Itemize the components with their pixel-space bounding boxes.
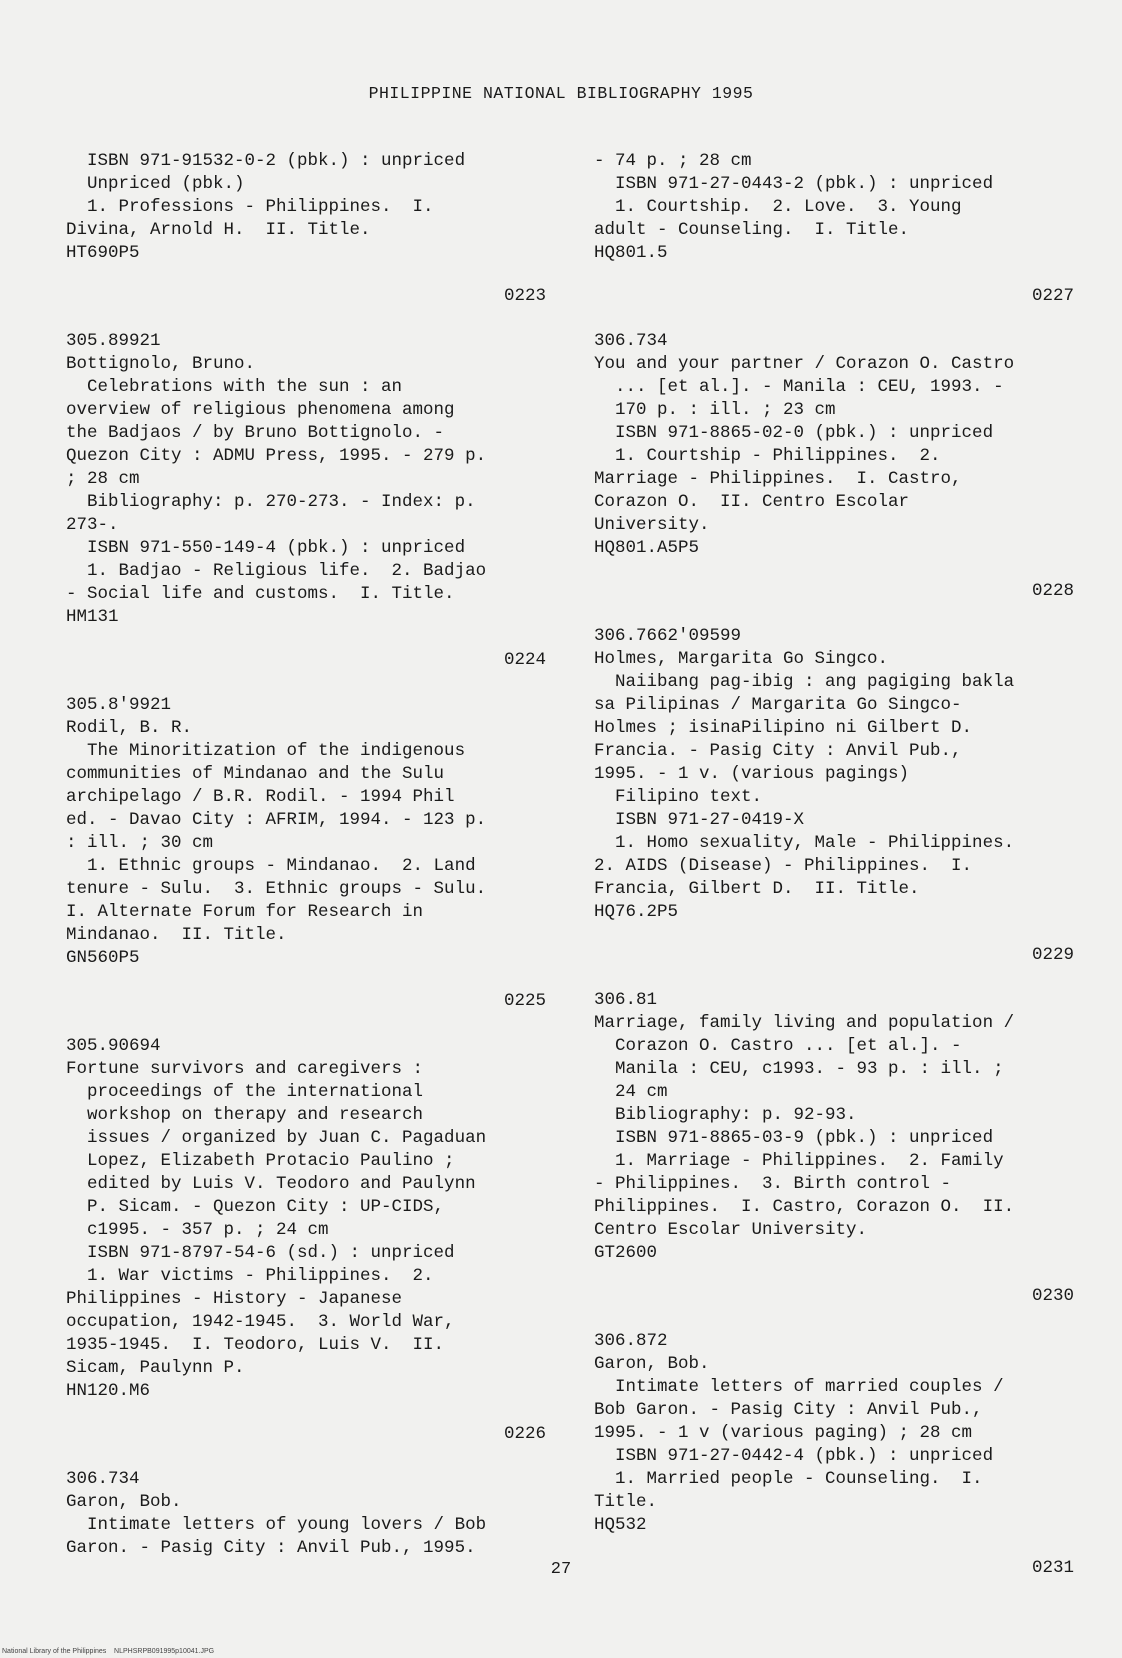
entry-line: GN560P5 <box>66 948 140 968</box>
entry-line: Manila : CEU, c1993. - 93 p. : ill. ; <box>594 1059 1004 1079</box>
entry-line: Marriage, family living and population / <box>594 1013 1015 1033</box>
entry-line: ... [et al.]. - Manila : CEU, 1993. - <box>594 377 1004 397</box>
entry-line: 1. Homo sexuality, Male - Philippines. <box>594 833 1015 853</box>
entry-line: 305.90694 <box>66 1036 161 1056</box>
entry-line: Francia, Gilbert D. II. Title. <box>594 879 920 899</box>
entry-line: Philippines - History - Japanese <box>66 1289 403 1309</box>
entry-line: Centro Escolar University. <box>594 1220 868 1240</box>
entry-line: Unpriced (pbk.) <box>66 174 245 194</box>
entry-line: 306.872 <box>594 1331 668 1351</box>
entry-line: overview of religious phenomena among <box>66 400 455 420</box>
entry-number: 0227 <box>1031 286 1074 306</box>
entry-line: communities of Mindanao and the Sulu <box>66 764 445 784</box>
entry-line: Garon, Bob. <box>594 1354 710 1374</box>
bibliography-entry <box>66 150 546 308</box>
entry-line: Corazon O. Castro ... [et al.]. - <box>594 1036 962 1056</box>
entry-line: Fortune survivors and caregivers : <box>66 1059 424 1079</box>
entry-line: Garon, Bob. <box>66 1492 182 1512</box>
entry-line: The Minoritization of the indigenous <box>66 741 466 761</box>
entry-line: - Philippines. 3. Birth control - <box>594 1174 952 1194</box>
entry-line: Holmes, Margarita Go Singco. <box>594 649 889 669</box>
bibliography-entry <box>594 625 1074 967</box>
entry-line: You and your partner / Corazon O. Castro <box>594 354 1015 374</box>
entry-line: Intimate letters of married couples / <box>594 1377 1004 1397</box>
entry-line: ; 28 cm <box>66 469 140 489</box>
left-column <box>66 150 546 1560</box>
entry-line: - Social life and customs. I. Title. <box>66 584 455 604</box>
scan-footer: National Library of the Philippines NLPHSRPB091995p10041.JPG <box>2 1648 215 1655</box>
entry-line: Philippines. I. Castro, Corazon O. II. <box>594 1197 1015 1217</box>
entry-line: HN120.M6 <box>66 1381 151 1401</box>
entry-line: ISBN 971-27-0442-4 (pbk.) : unpriced <box>594 1446 994 1466</box>
entry-line: Bibliography: p. 92-93. <box>594 1105 857 1125</box>
entry-line: HQ801.A5P5 <box>594 538 700 558</box>
entry-line: archipelago / B.R. Rodil. - 1994 Phil <box>66 787 455 807</box>
entry-number: 0226 <box>503 1424 546 1444</box>
entry-line: ISBN 971-8865-02-0 (pbk.) : unpriced <box>594 423 994 443</box>
entry-line: 306.81 <box>594 990 658 1010</box>
entry-line: University. <box>594 515 710 535</box>
entry-line: 1. Courtship. 2. Love. 3. Young <box>594 197 962 217</box>
bibliography-entry <box>594 330 1074 603</box>
entry-line: sa Pilipinas / Margarita Go Singco- <box>594 695 962 715</box>
entry-number: 0225 <box>503 991 546 1011</box>
right-column <box>594 150 1074 1602</box>
entry-line: ISBN 971-91532-0-2 (pbk.) : unpriced <box>66 151 466 171</box>
entry-line: edited by Luis V. Teodoro and Paulynn <box>66 1174 476 1194</box>
entry-number: 0228 <box>1031 581 1074 601</box>
entry-line: 1. War victims - Philippines. 2. <box>66 1266 434 1286</box>
entry-line: Sicam, Paulynn P. <box>66 1358 245 1378</box>
entry-line: ISBN 971-27-0443-2 (pbk.) : unpriced <box>594 174 994 194</box>
bibliography-entry <box>594 989 1074 1308</box>
entry-line: occupation, 1942-1945. 3. World War, <box>66 1312 455 1332</box>
entry-line: Francia. - Pasig City : Anvil Pub., <box>594 741 962 761</box>
entry-line: 1995. - 1 v (various paging) ; 28 cm <box>594 1423 973 1443</box>
entry-line: P. Sicam. - Quezon City : UP-CIDS, <box>66 1197 445 1217</box>
entry-line: Quezon City : ADMU Press, 1995. - 279 p. <box>66 446 487 466</box>
entry-line: HQ76.2P5 <box>594 902 679 922</box>
entry-line: GT2600 <box>594 1243 658 1263</box>
page-number: 27 <box>550 1560 572 1579</box>
entry-line: ISBN 971-550-149-4 (pbk.) : unpriced <box>66 538 466 558</box>
entry-line: Naiibang pag-ibig : ang pagiging bakla <box>594 672 1015 692</box>
entry-line: 305.8'9921 <box>66 695 172 715</box>
entry-line: 1. Badjao - Religious life. 2. Badjao <box>66 561 487 581</box>
entry-line: 1. Courtship - Philippines. 2. <box>594 446 941 466</box>
entry-number: 0223 <box>503 286 546 306</box>
entry-number: 0230 <box>1031 1286 1074 1306</box>
entry-line: 1995. - 1 v. (various pagings) <box>594 764 910 784</box>
entry-line: adult - Counseling. I. Title. <box>594 220 910 240</box>
entry-line: Title. <box>594 1492 658 1512</box>
entry-line: I. Alternate Forum for Research in <box>66 902 424 922</box>
entry-line: workshop on therapy and research <box>66 1105 424 1125</box>
bibliography-entry <box>66 330 546 672</box>
entry-line: Marriage - Philippines. I. Castro, <box>594 469 962 489</box>
entry-line: Holmes ; isinaPilipino ni Gilbert D. <box>594 718 973 738</box>
bibliography-entry <box>66 694 546 1013</box>
entry-line: - 74 p. ; 28 cm <box>594 151 752 171</box>
entry-line: Bob Garon. - Pasig City : Anvil Pub., <box>594 1400 983 1420</box>
entry-line: Divina, Arnold H. II. Title. <box>66 220 371 240</box>
entry-line: 1. Ethnic groups - Mindanao. 2. Land <box>66 856 476 876</box>
entry-line: issues / organized by Juan C. Pagaduan <box>66 1128 487 1148</box>
entry-line: Celebrations with the sun : an <box>66 377 403 397</box>
entry-number: 0229 <box>1031 945 1074 965</box>
entry-line: ISBN 971-8865-03-9 (pbk.) : unpriced <box>594 1128 994 1148</box>
entry-line: Rodil, B. R. <box>66 718 193 738</box>
entry-line: 1935-1945. I. Teodoro, Luis V. II. <box>66 1335 445 1355</box>
entry-line: 305.89921 <box>66 331 161 351</box>
entry-line: Filipino text. <box>594 787 763 807</box>
entry-line: Mindanao. II. Title. <box>66 925 287 945</box>
entry-line: 306.734 <box>594 331 668 351</box>
entry-line: 24 cm <box>594 1082 668 1102</box>
entry-line: the Badjaos / by Bruno Bottignolo. - <box>66 423 445 443</box>
entry-line: 1. Married people - Counseling. I. <box>594 1469 983 1489</box>
entry-number: 0224 <box>503 650 546 670</box>
entry-line: Garon. - Pasig City : Anvil Pub., 1995. <box>66 1538 476 1558</box>
entry-line: ed. - Davao City : AFRIM, 1994. - 123 p. <box>66 810 487 830</box>
entry-line: Bottignolo, Bruno. <box>66 354 256 374</box>
entry-line: HM131 <box>66 607 119 627</box>
entry-line: 170 p. : ill. ; 23 cm <box>594 400 836 420</box>
entry-line: 2. AIDS (Disease) - Philippines. I. <box>594 856 973 876</box>
entry-line: 306.7662'09599 <box>594 626 742 646</box>
bibliography-entry <box>594 150 1074 308</box>
entry-line: HQ532 <box>594 1515 647 1535</box>
entry-line: 273-. <box>66 515 119 535</box>
entry-line: HT690P5 <box>66 243 140 263</box>
entry-line: Lopez, Elizabeth Protacio Paulino ; <box>66 1151 455 1171</box>
bibliography-entry <box>66 1035 546 1446</box>
entry-line: c1995. - 357 p. ; 24 cm <box>66 1220 329 1240</box>
entry-line: HQ801.5 <box>594 243 668 263</box>
entry-line: : ill. ; 30 cm <box>66 833 214 853</box>
entry-line: proceedings of the international <box>66 1082 424 1102</box>
entry-line: ISBN 971-8797-54-6 (sd.) : unpriced <box>66 1243 455 1263</box>
entry-line: Bibliography: p. 270-273. - Index: p. <box>66 492 476 512</box>
entry-line: tenure - Sulu. 3. Ethnic groups - Sulu. <box>66 879 487 899</box>
bibliography-entry <box>66 1468 546 1560</box>
entry-line: 306.734 <box>66 1469 140 1489</box>
entry-line: ISBN 971-27-0419-X <box>594 810 805 830</box>
page-title: PHILIPPINE NATIONAL BIBLIOGRAPHY 1995 <box>368 84 754 103</box>
entry-line: Intimate letters of young lovers / Bob <box>66 1515 487 1535</box>
entry-line: Corazon O. II. Centro Escolar <box>594 492 910 512</box>
entry-line: 1. Marriage - Philippines. 2. Family <box>594 1151 1004 1171</box>
bibliography-entry <box>594 1330 1074 1580</box>
entry-number: 0231 <box>1031 1558 1074 1578</box>
entry-line: 1. Professions - Philippines. I. <box>66 197 434 217</box>
